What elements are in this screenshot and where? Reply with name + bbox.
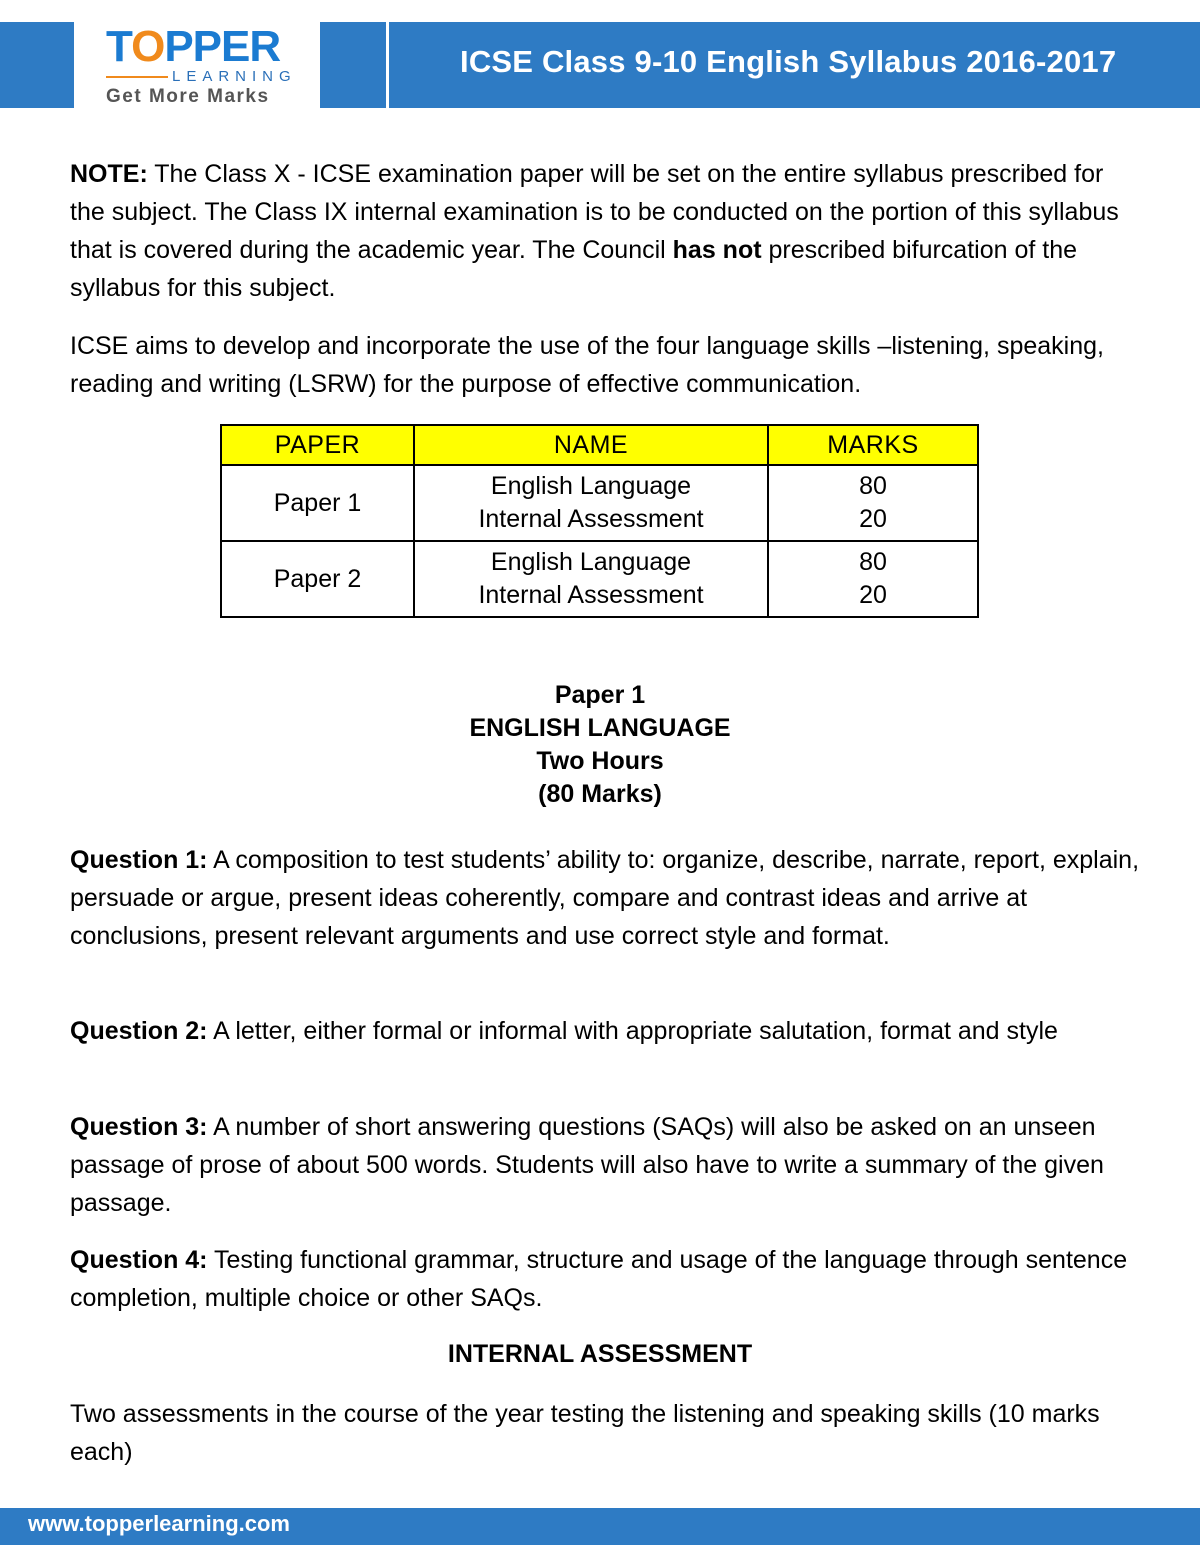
question-3 bbox=[70, 1108, 1140, 1222]
footer-bar bbox=[0, 1508, 1200, 1545]
question-text: A number of short answering questions (SAQs) will also be asked on an unseen passage of prose of about 500 words. Students will also have to write a summary of the given passage. bbox=[70, 1113, 1104, 1217]
paper-heading-line: Two Hours bbox=[536, 747, 664, 775]
table-row bbox=[221, 541, 978, 617]
header-marks: MARKS bbox=[768, 425, 978, 465]
question-label: Question 4: bbox=[70, 1246, 208, 1274]
header-paper: PAPER bbox=[221, 425, 414, 465]
paper-heading-line: (80 Marks) bbox=[538, 780, 662, 808]
paper-cell: Paper 2 bbox=[221, 541, 414, 617]
paper-cell: Paper 1 bbox=[221, 465, 414, 541]
header-gap-band bbox=[320, 22, 386, 108]
logo-tagline: Get More Marks bbox=[106, 86, 270, 107]
note-text-b: prescribed bifurcation of the syllabus for this subject. bbox=[70, 236, 1078, 302]
paper-heading-line: ENGLISH LANGUAGE bbox=[469, 714, 731, 742]
note-text-a: The Class X - ICSE examination paper will be set on the entire syllabus prescribed for the subject. The Class IX internal examination is to be conducted on the portion of this syllabus that is covered during the academic year. The Council bbox=[70, 160, 1119, 264]
name-cell: English Language Internal Assessment bbox=[414, 465, 768, 541]
question-4 bbox=[70, 1241, 1140, 1317]
footer-url-link[interactable]: www.topperlearning.com bbox=[28, 1511, 290, 1536]
header-name: NAME bbox=[414, 425, 768, 465]
header-left-band bbox=[0, 22, 74, 108]
internal-assessment-heading: INTERNAL ASSESSMENT bbox=[447, 1340, 753, 1368]
question-2 bbox=[70, 1012, 1140, 1050]
topper-logo[interactable] bbox=[74, 18, 320, 112]
marks-cell: 80 20 bbox=[768, 465, 978, 541]
table-row bbox=[221, 465, 978, 541]
note-bold: has not bbox=[672, 236, 762, 264]
logo-subtitle: LEARNING bbox=[172, 68, 297, 85]
page-title: ICSE Class 9-10 English Syllabus 2016-2017 bbox=[460, 44, 1117, 79]
table-header-row bbox=[221, 425, 978, 465]
question-label: Question 2: bbox=[70, 1017, 208, 1045]
name-cell: English Language Internal Assessment bbox=[414, 541, 768, 617]
question-label: Question 3: bbox=[70, 1113, 208, 1141]
question-text: Testing functional grammar, structure and usage of the language through sentence completion, multiple choice or other SAQs. bbox=[70, 1246, 1128, 1312]
internal-assessment-text: Two assessments in the course of the year testing the listening and speaking skills (10 marks each) bbox=[70, 1400, 1100, 1466]
logo-wordmark: TOPPER bbox=[106, 22, 281, 71]
paper-heading-line: Paper 1 bbox=[554, 681, 646, 709]
note-label: NOTE: bbox=[70, 160, 148, 188]
question-1 bbox=[70, 841, 1140, 955]
question-label: Question 1: bbox=[70, 846, 208, 874]
papers-table bbox=[220, 424, 979, 618]
question-text: A composition to test students’ ability to: organize, describe, narrate, report, explain, persuade or argue, present ideas coherently, compare and contrast ideas and arrive at conclusions, present relevant arguments and use correct style and format. bbox=[70, 846, 1140, 950]
question-text: A letter, either formal or informal with appropriate salutation, format and style bbox=[207, 1017, 1058, 1045]
marks-cell: 80 20 bbox=[768, 541, 978, 617]
logo-rule bbox=[106, 76, 168, 78]
note-paragraph bbox=[70, 155, 1140, 307]
intro-paragraph: ICSE aims to develop and incorporate the use of the four language skills –listening, speaking, reading and writing (LSRW) for the purpose of effective communication. bbox=[70, 332, 1104, 398]
